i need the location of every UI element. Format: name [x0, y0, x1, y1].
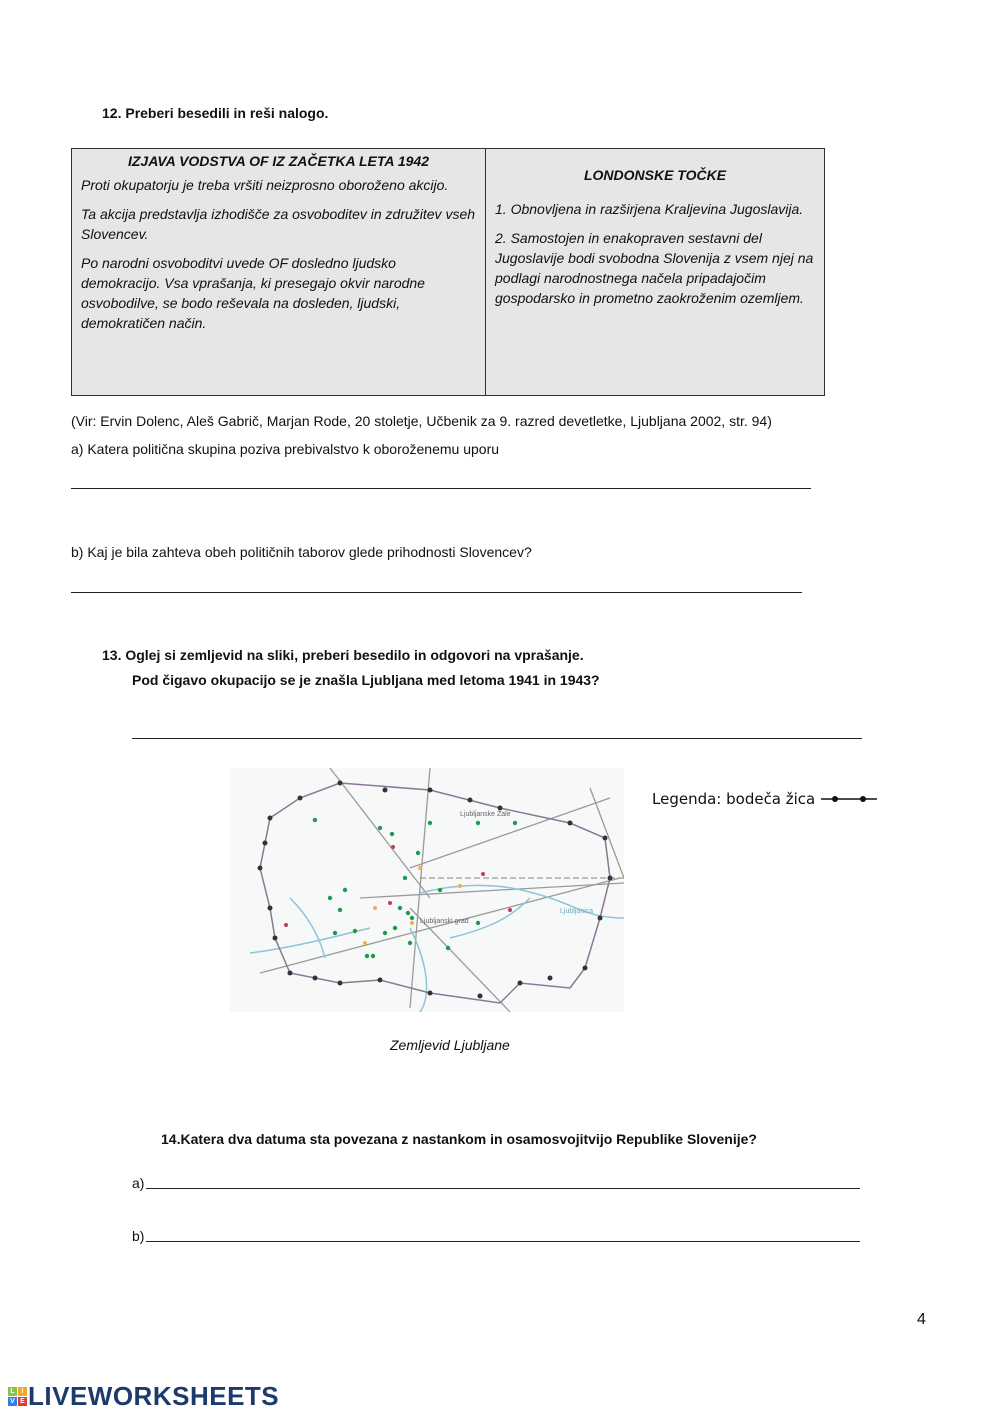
- barbed-wire-icon: [821, 793, 877, 805]
- of-paragraph: Ta akcija predstavlja izhodišče za osvoboditev in združitev vseh Slovencev.: [81, 206, 476, 242]
- london-heading: LONDONSKE TOČKE: [583, 167, 727, 183]
- london-points-cell: [486, 149, 825, 396]
- map-label: Ljubljanica: [560, 908, 594, 915]
- cube-letter: L: [8, 1387, 17, 1396]
- page-number: 4: [917, 1311, 926, 1328]
- logo-cube-icon: [8, 1387, 27, 1406]
- london-paragraph: 2. Samostojen in enakopraven sestavni del Jugoslavije bodi svobodna Slovenija z vsem njej na podlagi narodnostnega načela pripadajočim gospodarsko in prometno zaokroženim ozemljem.: [495, 230, 814, 306]
- q14a-answer-line[interactable]: [146, 1188, 860, 1189]
- map-label: Ljubljanski grad: [420, 918, 469, 925]
- ljubljana-map: [230, 768, 624, 1012]
- q12b-answer-line[interactable]: [71, 592, 802, 593]
- q12-title: 12. Preberi besedili in reši nalogo.: [102, 105, 329, 121]
- q14b-answer-line[interactable]: [146, 1241, 860, 1242]
- q14a-label: a): [132, 1175, 145, 1191]
- q12b-question: b) Kaj je bila zahteva obeh političnih taborov glede prihodnosti Slovencev?: [71, 544, 532, 560]
- cube-letter: I: [18, 1387, 27, 1396]
- q13-question: Pod čigavo okupacijo se je znašla Ljubljana med letoma 1941 in 1943?: [132, 672, 600, 688]
- q14-title: 14.Katera dva datuma sta povezana z nastankom in osamosvojitvijo Republike Slovenije?: [161, 1131, 757, 1147]
- logo-text: LIVEWORKSHEETS: [28, 1381, 280, 1411]
- legend-label: Legenda: bodeča žica: [652, 790, 816, 808]
- map-caption: Zemljevid Ljubljane: [390, 1037, 510, 1053]
- of-heading: IZJAVA VODSTVA OF IZ ZAČETKA LETA 1942: [127, 153, 430, 169]
- map-legend: [652, 790, 877, 808]
- map-label: Ljubljanske Žale: [460, 811, 511, 818]
- q12a-question: a) Katera politična skupina poziva prebivalstvo k oboroženemu uporu: [71, 441, 500, 457]
- source-citation: (Vir: Ervin Dolenc, Aleš Gabrič, Marjan Rode, 20 stoletje, Učbenik za 9. razred devetletke, Ljubljana 2002, str. 94): [71, 413, 772, 429]
- cube-letter: V: [8, 1397, 17, 1406]
- q12a-answer-line[interactable]: [71, 488, 811, 489]
- of-paragraph: Po narodni osvoboditvi uvede OF dosledno ljudsko demokracijo. Vsa vprašanja, ki presegajo okvir narodne osvobodilve, se bodo reševala na dosleden, ljudski, demokratičen način.: [81, 255, 425, 331]
- of-paragraph: Proti okupatorju je treba vršiti neizprosno oboroženo akcijo.: [81, 177, 449, 193]
- q13-answer-line[interactable]: [132, 738, 862, 739]
- q14b-label: b): [132, 1228, 145, 1244]
- of-statement-cell: [72, 149, 486, 396]
- liveworksheets-logo[interactable]: [8, 1381, 279, 1412]
- q13-title: 13. Oglej si zemljevid na sliki, preberi besedilo in odgovori na vprašanje.: [102, 647, 584, 663]
- sources-table: [71, 148, 825, 396]
- london-paragraph: 1. Obnovljena in razširjena Kraljevina Jugoslavija.: [495, 201, 804, 217]
- cube-letter: E: [18, 1397, 27, 1406]
